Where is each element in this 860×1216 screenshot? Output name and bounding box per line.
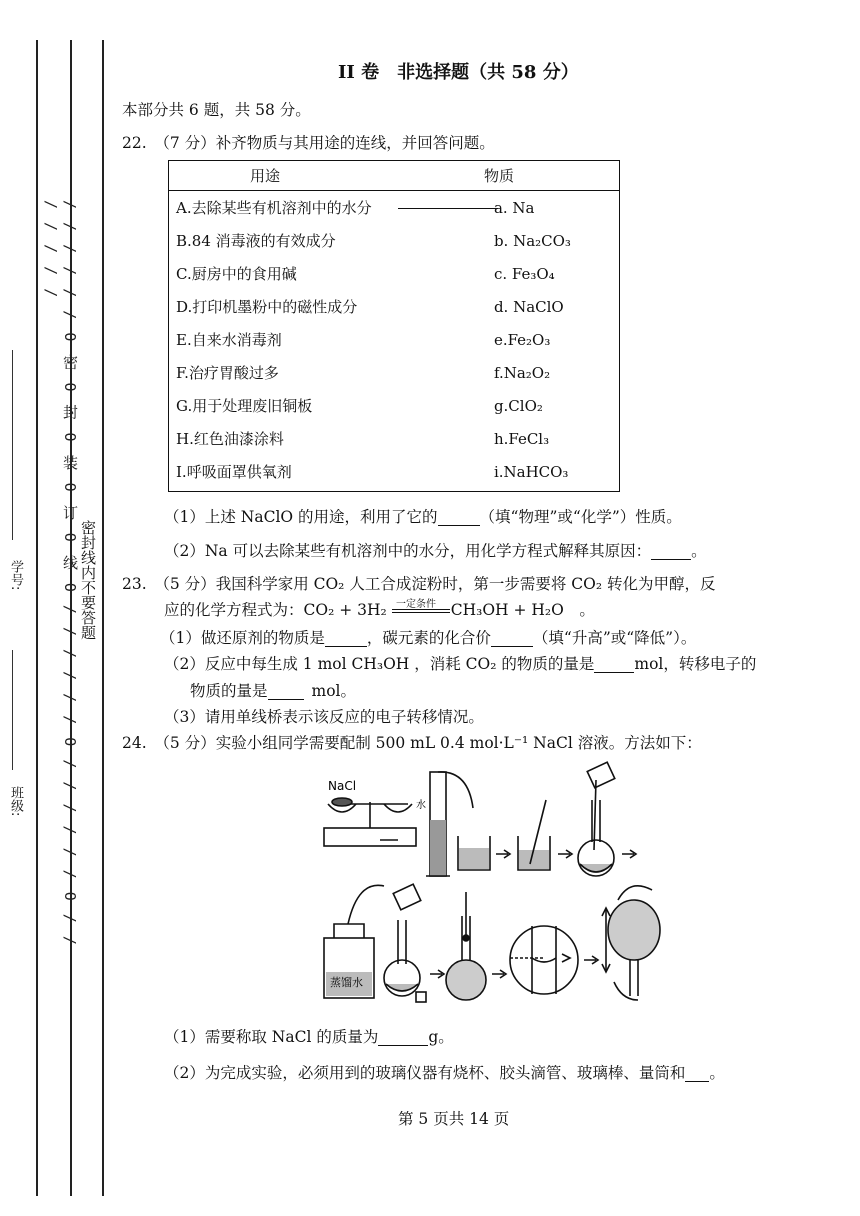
volumetric-flask-icon — [384, 884, 426, 1002]
use-cell: E.自来水消毒剂 — [176, 331, 282, 349]
substance-cell: e.Fe₂O₃ — [493, 330, 551, 349]
q23-part2-blank1[interactable] — [594, 658, 634, 673]
q24-part2-text-b: 。 — [709, 1064, 725, 1082]
q23-equation — [164, 603, 595, 619]
substance-cell: h.FeCl₃ — [493, 429, 550, 448]
q23-part1-text-a: （1）做还原剂的物质是 — [160, 629, 325, 647]
table-row — [168, 323, 620, 356]
q23-part2-line1 — [164, 657, 756, 673]
binding-line-left — [36, 40, 38, 1196]
q23-part1-blank2[interactable] — [491, 632, 533, 647]
table-row — [168, 389, 620, 422]
table-row — [168, 356, 620, 389]
q22-part2-text-b: 。 — [691, 542, 707, 560]
q23-part3: （3）请用单线桥表示该反应的电子转移情况。 — [164, 708, 484, 726]
table-row — [168, 257, 620, 290]
binding-marks: / / / / / / O 密 O 封 O 装 O 订 O 线 O / / / / / / O / / / / / / O / / / / / / / — [42, 200, 79, 947]
stirring-beaker-icon — [518, 800, 550, 870]
substance-cell: f.Na₂O₂ — [493, 363, 551, 382]
arrow-icon — [492, 970, 506, 978]
q23-part1-text-b: ，碳元素的化合价 — [366, 629, 491, 647]
q24-part2-blank[interactable] — [685, 1067, 709, 1082]
substance-cell: c. Fe₃O₄ — [493, 264, 555, 283]
q23-part2-blank2[interactable] — [268, 685, 304, 700]
q23-part1 — [160, 631, 696, 647]
use-cell: D.打印机墨粉中的磁性成分 — [176, 298, 358, 316]
class-field-line[interactable] — [12, 650, 13, 770]
use-cell: C.厨房中的食用碱 — [176, 265, 297, 283]
class-label: 班级: — [8, 786, 23, 817]
q22-table — [168, 160, 620, 488]
arrow-icon — [558, 850, 572, 858]
meniscus-view-icon — [510, 926, 578, 994]
volumetric-flask-icon — [446, 892, 486, 1000]
fig-water-label: 水 — [416, 800, 426, 811]
substance-cell: b. Na₂CO₃ — [493, 231, 571, 250]
col-use-header: 用途 — [168, 160, 444, 191]
beaker-icon — [458, 836, 490, 870]
q23-part2-text-d: mol。 — [311, 682, 357, 700]
table-row — [168, 191, 620, 225]
q24-part1 — [164, 1030, 454, 1046]
q24-procedure-figure — [318, 760, 668, 1010]
q22-part1-text-b: （填“物理”或“化学”）性质。 — [479, 508, 682, 526]
q23-stem: 23. （5 分）我国科学家用 CO₂ 人工合成淀粉时，第一步需要将 CO₂ 转化为甲醇，反 — [122, 575, 716, 593]
q23-part2-line2 — [190, 684, 356, 700]
volumetric-flask-icon — [578, 762, 615, 876]
substance-cell: d. NaClO — [493, 297, 564, 316]
use-cell: F.治疗胃酸过多 — [176, 364, 279, 382]
page-number: 第 5 页共 14 页 — [398, 1110, 510, 1128]
q23-eq-lead: 应的化学方程式为： — [164, 601, 304, 619]
q22-part1-text-a: （1）上述 NaClO 的用途，利用了它的 — [164, 508, 438, 526]
q22-part2 — [164, 544, 707, 560]
q24-part1-blank[interactable] — [378, 1031, 428, 1046]
inverting-flask-icon — [602, 886, 660, 1000]
match-line-a — [398, 208, 498, 209]
q22-stem: 22. （7 分）补齐物质与其用途的连线，并回答问题。 — [122, 134, 495, 152]
fig-nacl-label: NaCl — [328, 779, 357, 793]
binding-line-right — [102, 40, 104, 1196]
arrow-icon — [496, 850, 510, 858]
balance-icon — [324, 798, 416, 846]
q23-part2-text-b: mol，转移电子的 — [634, 655, 757, 673]
col-substance-header: 物质 — [444, 160, 620, 191]
q24-part1-text-b: g。 — [428, 1028, 454, 1046]
q24-stem: 24. （5 分）实验小组同学需要配制 500 mL 0.4 mol·L⁻¹ NaCl 溶液。方法如下： — [122, 734, 702, 752]
q23-eq-left: CO₂ + 3H₂ — [303, 601, 387, 619]
q23-eq-condition: 一定条件 — [396, 599, 436, 610]
substance-cell: g.ClO₂ — [493, 396, 543, 415]
table-row — [168, 422, 620, 455]
arrow-icon — [430, 970, 444, 978]
q22-part2-text-a: （2）Na 可以去除某些有机溶剂中的水分，用化学方程式解释其原因： — [164, 542, 652, 560]
number-label: 学号: — [8, 560, 23, 591]
q23-part1-text-c: （填“升高”或“降低”）。 — [532, 629, 697, 647]
section-title: II 卷 非选择题（共 58 分） — [338, 62, 579, 83]
q23-part1-blank1[interactable] — [325, 632, 367, 647]
use-cell: A.去除某些有机溶剂中的水分 — [176, 199, 372, 217]
use-cell: H.红色油漆涂料 — [176, 430, 284, 448]
q24-part1-text-a: （1）需要称取 NaCl 的质量为 — [164, 1028, 379, 1046]
substance-cell: i.NaHCO₃ — [493, 462, 569, 481]
fig-distilled-label: 蒸馏水 — [330, 976, 363, 989]
q22-part1 — [164, 510, 682, 526]
q24-part2 — [164, 1066, 725, 1082]
section-intro: 本部分共 6 题，共 58 分。 — [122, 101, 311, 119]
seal-text: 密封线内不要答题 — [79, 520, 97, 640]
q23-eq-right: CH₃OH + H₂O 。 — [450, 601, 595, 619]
use-cell: B.84 消毒液的有效成分 — [176, 232, 336, 250]
q23-eq-arrow-bottom — [392, 612, 450, 613]
substance-cell: a. Na — [493, 198, 535, 217]
q22-part2-blank[interactable] — [651, 545, 691, 560]
q22-table-header — [168, 160, 620, 191]
table-row — [168, 290, 620, 323]
table-row — [168, 455, 620, 488]
arrow-icon — [584, 956, 598, 964]
arrow-icon — [622, 850, 636, 858]
q24-part2-text-a: （2）为完成实验，必须用到的玻璃仪器有烧杯、胶头滴管、玻璃棒、量筒和 — [164, 1064, 686, 1082]
q23-eq-arrow-top — [392, 609, 450, 610]
q23-part2-text-c: 物质的量是 — [190, 682, 268, 700]
q23-part2-text-a: （2）反应中每生成 1 mol CH₃OH ，消耗 CO₂ 的物质的量是 — [164, 655, 595, 673]
number-field-line[interactable] — [12, 350, 13, 540]
use-cell: G.用于处理废旧铜板 — [176, 397, 313, 415]
table-row — [168, 224, 620, 257]
use-cell: I.呼吸面罩供氧剂 — [176, 463, 292, 481]
q22-part1-blank[interactable] — [438, 511, 480, 526]
